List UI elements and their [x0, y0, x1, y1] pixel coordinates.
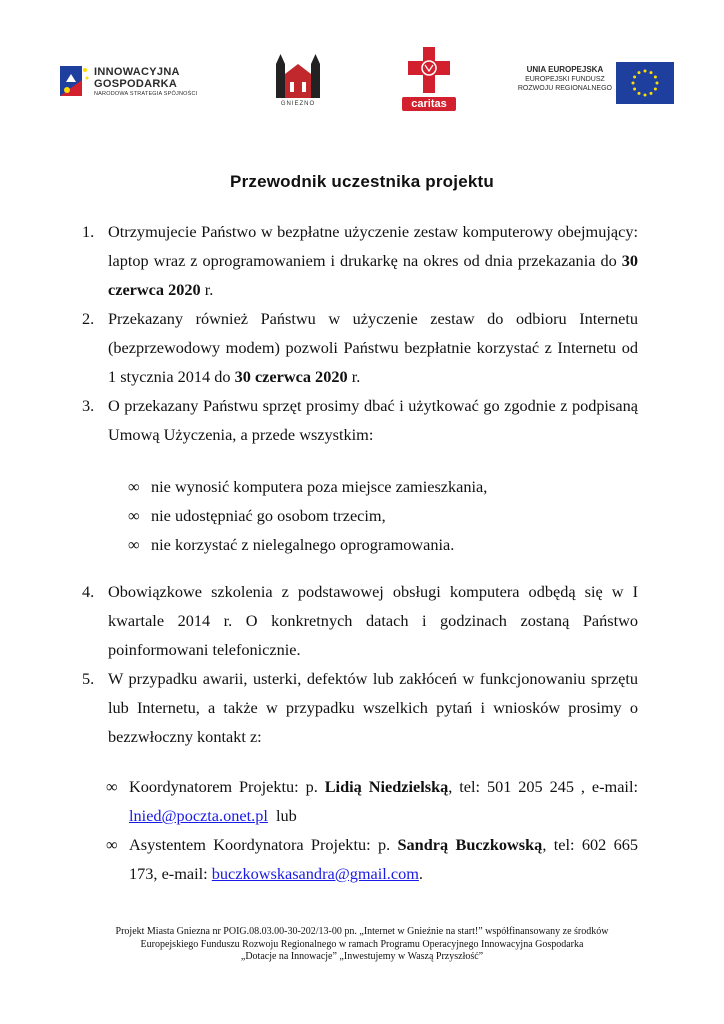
rules-bullet-list [128, 472, 628, 559]
bullet-item [128, 530, 628, 559]
contact-suffix: lub [267, 806, 297, 825]
logo-text-line1: INNOWACYJNA [94, 66, 180, 78]
bullet-item [128, 472, 628, 501]
instruction-list-part1 [82, 217, 638, 449]
list-item-date: 30 czerwca 2020 [234, 367, 348, 386]
list-item-date: 30 czerwca 2020 [108, 251, 638, 299]
eu-text-line3: ROZWOJU REGIONALNEGO [517, 85, 612, 92]
bullet-text: nie korzystać z nielegalnego oprogramowania. [151, 535, 455, 554]
infinity-bullet-icon: ∞ [106, 777, 118, 796]
list-item-text-end: r. [347, 367, 361, 386]
infinity-bullet-icon: ∞ [128, 506, 140, 525]
list-item-number: 5. [82, 669, 95, 688]
list-item-text-end: r. [200, 280, 214, 299]
logo-text-line3: NARODOWA STRATEGIA SPÓJNOŚCI [94, 91, 198, 97]
contact-name: Sandrą Buczkowską [397, 835, 543, 854]
contact-item-coordinator [106, 772, 638, 830]
footer-line-2: Europejskiego Funduszu Rozwoju Regionalnego w ramach Programu Operacyjnego Innowacyjna Gospodarka [140, 938, 584, 950]
list-item-number: 2. [82, 309, 95, 328]
contact-list [106, 772, 638, 888]
bullet-text: nie wynosić komputera poza miejsce zamieszkania, [151, 477, 488, 496]
contact-details: , tel: 501 205 245 , e-mail: [448, 777, 638, 796]
bullet-text: nie udostępniać go osobom trzecim, [151, 506, 386, 525]
innowacyjna-gospodarka-logo [58, 60, 208, 110]
contact-name: Lidią Niedzielską [324, 777, 449, 796]
contact-suffix: . [418, 864, 423, 883]
eu-logo [506, 62, 674, 106]
infinity-bullet-icon: ∞ [128, 535, 140, 554]
list-item-text: Otrzymujecie Państwo w bezpłatne użyczenie zestaw komputerowy obejmujący: laptop wraz z oprogramowaniem i drukarkę na okres od dnia przekazania do [108, 222, 638, 270]
list-item-text: O przekazany Państwu sprzęt prosimy dbać i użytkować go zgodnie z podpisaną Umową Użyczenia, a przede wszystkim: [108, 396, 638, 444]
eu-flag-icon [616, 62, 674, 104]
instruction-list-part2 [82, 577, 638, 751]
list-item-2 [82, 304, 638, 391]
list-item-number: 1. [82, 222, 95, 241]
contact-item-assistant [106, 830, 638, 888]
coordinator-email-link[interactable]: lnied@poczta.onet.pl [129, 806, 268, 825]
gniezno-cathedral-icon [272, 54, 324, 100]
bullet-item [128, 501, 628, 530]
innowacyjna-gospodarka-icon [58, 60, 92, 102]
list-item-1 [82, 217, 638, 304]
caritas-logo [402, 45, 456, 111]
logo-text-line2: GOSPODARKA [94, 78, 178, 90]
eu-text-line1: UNIA EUROPEJSKA [526, 65, 604, 74]
list-item-text: Przekazany również Państwu w użyczenie zestaw do odbioru Internetu (bezprzewodowy modem) pozwoli Państwu bezpłatnie korzystać z Internetu od 1 stycznia 2014 do [108, 309, 638, 386]
caritas-cross-icon [402, 45, 456, 95]
header-logos [0, 40, 724, 112]
footer-line-1: Projekt Miasta Gniezna nr POIG.08.03.00-30-202/13-00 pn. „Internet w Gnieźnie na start!” współfinansowany ze środków [115, 926, 609, 937]
caritas-caption: caritas [402, 97, 456, 111]
list-item-text: W przypadku awarii, usterki, defektów lub zakłóceń w funkcjonowaniu sprzętu lub Internetu, a także w przypadku wszelkich pytań i wniosków prosimy o bezzwłoczny kontakt z: [108, 669, 638, 746]
page-title: Przewodnik uczestnika projektu [230, 172, 494, 191]
assistant-email-link[interactable]: buczkowskasandra@gmail.com [211, 864, 419, 883]
contact-details: , tel: 602 665 173, e-mail: [129, 835, 638, 883]
list-item-4 [82, 577, 638, 664]
eu-text-line2: EUROPEJSKI FUNDUSZ [525, 76, 605, 83]
list-item-3 [82, 391, 638, 449]
list-item-number: 4. [82, 582, 95, 601]
infinity-bullet-icon: ∞ [106, 835, 118, 854]
page-footer [0, 926, 724, 964]
list-item-number: 3. [82, 396, 95, 415]
footer-line-3: „Dotacje na Innowacje” „Inwestujemy w Waszą Przyszłość” [240, 951, 484, 962]
infinity-bullet-icon: ∞ [128, 477, 140, 496]
contact-prefix: Koordynatorem Projektu: p. [129, 777, 325, 796]
list-item-text: Obowiązkowe szkolenia z podstawowej obsługi komputera odbędą się w I kwartale 2014 r. O konkretnych datach i godzinach zostaną Państwo poinformowani telefonicznie. [108, 582, 638, 659]
list-item-5 [82, 664, 638, 751]
gniezno-caption: GNIEZNO [280, 101, 316, 107]
contact-prefix: Asystentem Koordynatora Projektu: p. [129, 835, 398, 854]
gniezno-logo [272, 54, 324, 112]
